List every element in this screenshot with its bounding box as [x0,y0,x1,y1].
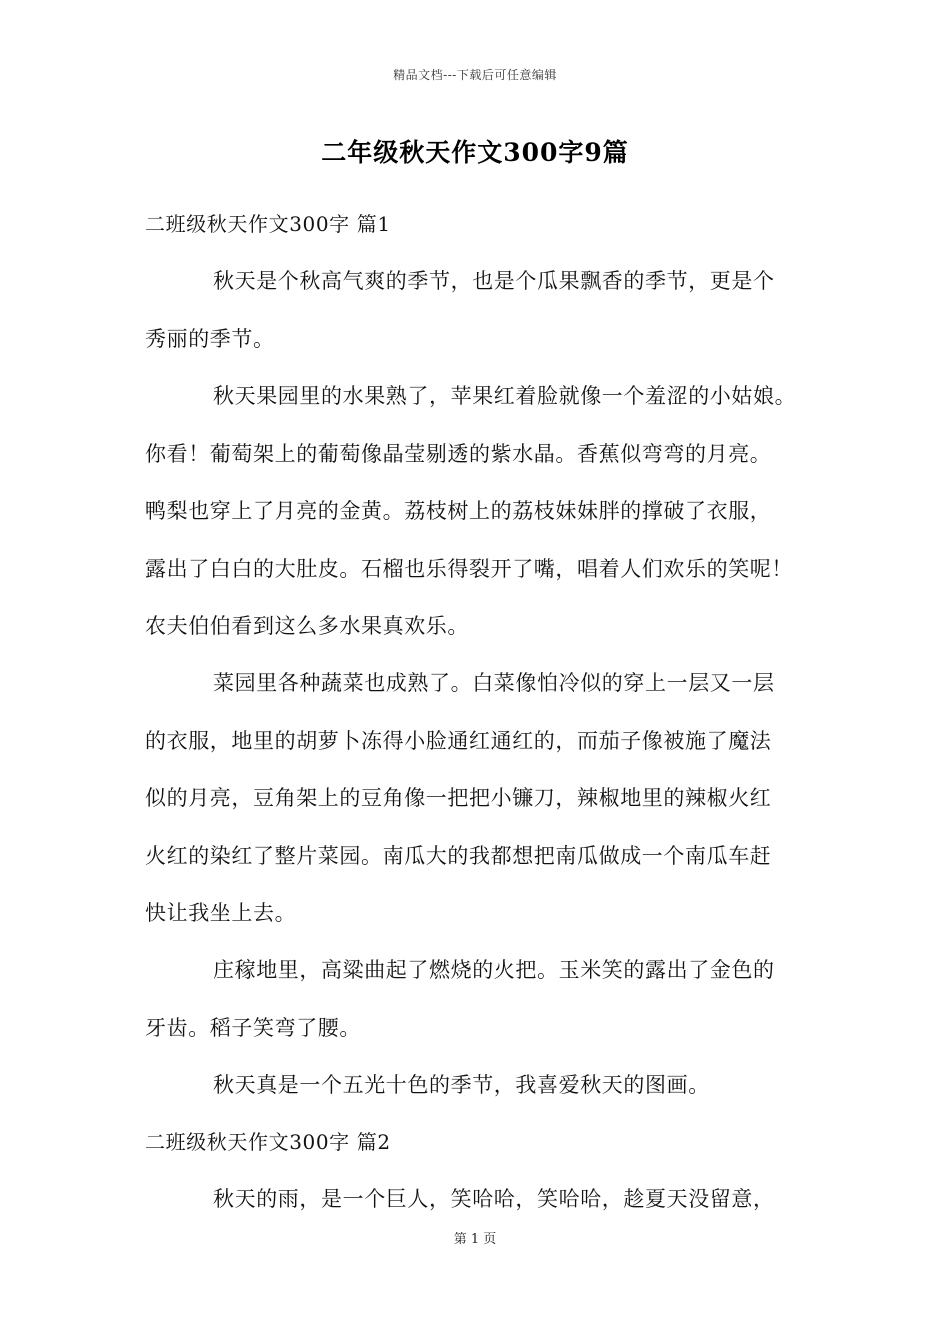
section-heading: 二班级秋天作文300字 篇1 [145,212,391,236]
paragraph-line: 牙齿。稻子笑弯了腰。 [145,1016,361,1040]
paragraph-line: 的衣服，地里的胡萝卜冻得小脸通红通红的，而茄子像被施了魔法 [145,729,772,753]
paragraph-line: 你看！葡萄架上的葡萄像晶莹剔透的紫水晶。香蕉似弯弯的月亮。 [145,442,772,466]
document-title: 二年级秋天作文300字9篇 [321,138,629,167]
paragraph-line: 火红的染红了整片菜园。南瓜大的我都想把南瓜做成一个南瓜车赶 [145,844,772,868]
page-number: 第 1 页 [453,1232,497,1247]
paragraph-line: 秋天的雨，是一个巨人，笑哈哈，笑哈哈，趁夏天没留意， [213,1187,775,1211]
paragraph-line: 秋天是个秋高气爽的季节，也是个瓜果飘香的季节，更是个 [213,269,775,293]
header-note: 精品文档---下载后可任意编辑 [393,68,557,82]
paragraph-line: 露出了白白的大肚皮。石榴也乐得裂开了嘴，唱着人们欢乐的笑呢！ [145,557,793,581]
paragraph-line: 快让我坐上去。 [145,901,297,925]
paragraph-line: 秀丽的季节。 [145,327,275,351]
paragraph-line: 鸭梨也穿上了月亮的金黄。荔枝树上的荔枝妹妹胖的撑破了衣服， [145,499,772,523]
paragraph-line: 庄稼地里，高粱曲起了燃烧的火把。玉米笑的露出了金色的 [213,958,775,982]
section-heading: 二班级秋天作文300字 篇2 [145,1130,391,1154]
paragraph-line: 菜园里各种蔬菜也成熟了。白菜像怕冷似的穿上一层又一层 [213,671,775,695]
paragraph-line: 秋天果园里的水果熟了，苹果红着脸就像一个羞涩的小姑娘。 [213,384,797,408]
paragraph-line: 似的月亮，豆角架上的豆角像一把把小镰刀，辣椒地里的辣椒火红 [145,786,772,810]
paragraph-line: 秋天真是一个五光十色的季节，我喜爱秋天的图画。 [213,1073,710,1097]
paragraph-line: 农夫伯伯看到这么多水果真欢乐。 [145,614,469,638]
